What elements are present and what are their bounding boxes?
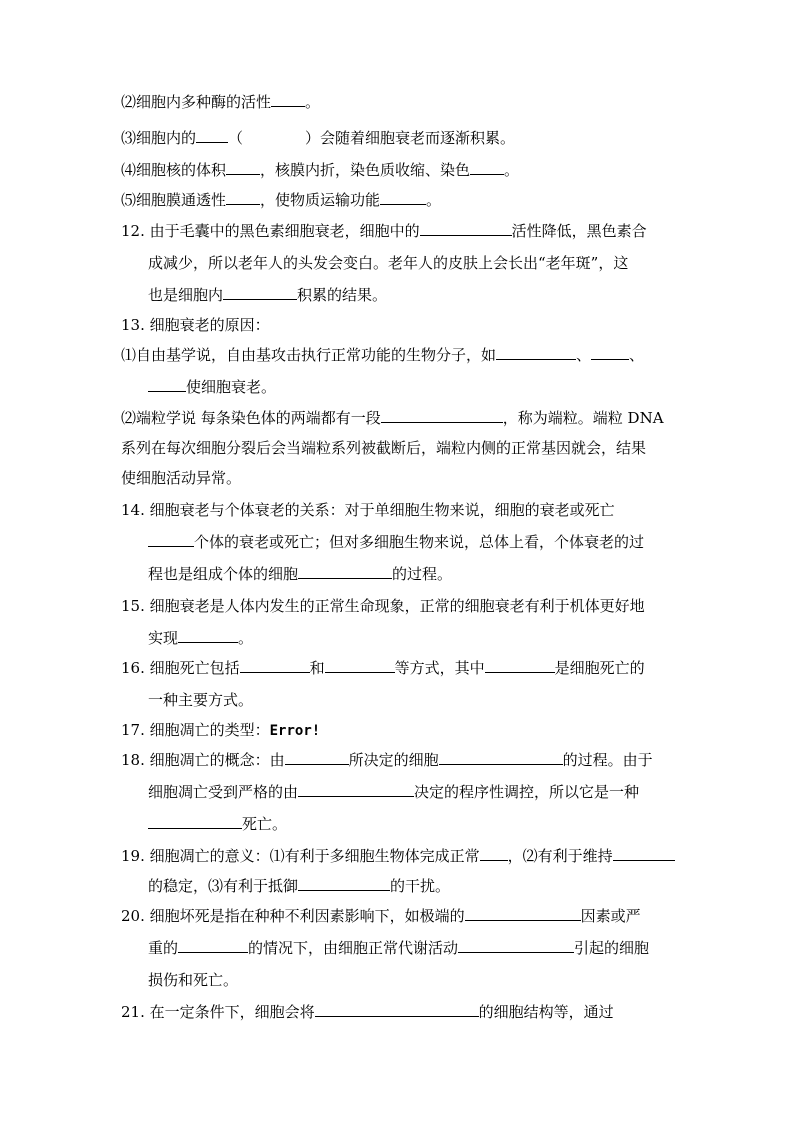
answer-blank (196, 128, 228, 143)
q18-line1: 18. 细胞凋亡的概念：由 所决定的细胞 的过程。由于 (121, 751, 653, 769)
answer-blank (325, 658, 395, 673)
answer-blank (420, 221, 512, 236)
q21-line1: 21. 在一定条件下，细胞会将 的细胞结构等，通过 (121, 1003, 614, 1021)
q12-line3: 也是细胞内 积累的结果。 (148, 286, 388, 304)
q14-line1: 14. 细胞衰老与个体衰老的关系：对于单细胞生物来说，细胞的衰老或死亡 (121, 501, 615, 519)
item-4-nucleus: ⑷细胞核的体积 ，核膜内折，染色质收缩、染色 。 (121, 161, 520, 179)
answer-blank (285, 750, 349, 765)
q18-line2: 细胞凋亡受到严格的由 决定的程序性调控，所以它是一种 (148, 783, 640, 801)
answer-blank (613, 846, 675, 861)
q14-line3: 程也是组成个体的细胞 的过程。 (148, 565, 453, 583)
answer-blank (465, 906, 581, 921)
answer-blank (439, 750, 563, 765)
answer-blank (148, 377, 186, 392)
answer-blank (470, 160, 504, 175)
answer-blank (298, 564, 392, 579)
answer-blank (381, 408, 503, 423)
q13-title: 13. 细胞衰老的原因： (121, 316, 270, 334)
q12-line1: 12. 由于毛囊中的黑色素细胞衰老，细胞中的 活性降低，黑色素合 (121, 222, 647, 240)
q20-line3: 损伤和死亡。 (148, 971, 239, 989)
q13-telomere-line2: 系列在每次细胞分裂后会当端粒系列被截断后，端粒内侧的正常基因就会，结果 (121, 439, 647, 457)
answer-blank (223, 285, 297, 300)
answer-blank (148, 532, 194, 547)
answer-blank (315, 1002, 479, 1017)
q19-line2: 的稳定，⑶有利于抵御 的干扰。 (148, 877, 451, 895)
q18-line3: 死亡。 (148, 814, 287, 834)
answer-blank (226, 160, 260, 175)
answer-blank (240, 658, 310, 673)
q19-line1: 19. 细胞凋亡的意义：⑴有利于多细胞生物体完成正常 ，⑵有利于维持 (121, 846, 675, 866)
answer-blank (591, 345, 629, 360)
error-text: Error! (269, 723, 321, 739)
answer-blank (298, 876, 390, 891)
q17: 17. 细胞凋亡的类型：Error! (121, 721, 321, 739)
item-5-membrane: ⑸细胞膜通透性 ，使物质运输功能 。 (121, 191, 442, 209)
answer-blank (178, 628, 238, 643)
answer-blank (148, 814, 242, 829)
q12-line2: 成减少，所以老年人的头发会变白。老年人的皮肤上会长出“老年斑”，这 (148, 254, 629, 272)
q13-free-radical-line1: ⑴自由基学说，自由基攻击执行正常功能的生物分子，如 、 、 (121, 346, 645, 364)
q13-telomere-line3: 使细胞活动异常。 (121, 469, 242, 487)
q16-line1: 16. 细胞死亡包括 和 等方式，其中 是细胞死亡的 (121, 659, 645, 677)
q20-line2: 重的 的情况下，由细胞正常代谢活动 引起的细胞 (148, 939, 650, 957)
answer-blank (485, 658, 555, 673)
q15-line2: 实现 。 (148, 629, 254, 647)
answer-blank (271, 92, 305, 107)
item-2-enzyme-activity: ⑵细胞内多种酶的活性 。 (121, 93, 321, 111)
item-3-accumulation: ⑶细胞内的 （ ）会随着细胞衰老而逐渐积累。 (121, 129, 516, 147)
q20-line1: 20. 细胞坏死是指在种种不利因素影响下，如极端的 因素或严 (121, 907, 641, 925)
answer-blank (480, 846, 508, 861)
q13-free-radical-line2: 使细胞衰老。 (148, 377, 276, 397)
q13-telomere-line1: ⑵端粒学说 每条染色体的两端都有一段 ，称为端粒。端粒 DNA (121, 409, 664, 427)
answer-blank (178, 938, 248, 953)
answer-blank (298, 782, 414, 797)
q15-line1: 15. 细胞衰老是人体内发生的正常生命现象，正常的细胞衰老有利于机体更好地 (121, 597, 645, 615)
q16-line2: 一种主要方式。 (148, 691, 254, 709)
answer-blank (458, 938, 574, 953)
q14-line2: 个体的衰老或死亡；但对多细胞生物来说，总体上看，个体衰老的过 (148, 532, 644, 552)
answer-blank (380, 190, 426, 205)
answer-blank (496, 345, 576, 360)
answer-blank (226, 190, 260, 205)
